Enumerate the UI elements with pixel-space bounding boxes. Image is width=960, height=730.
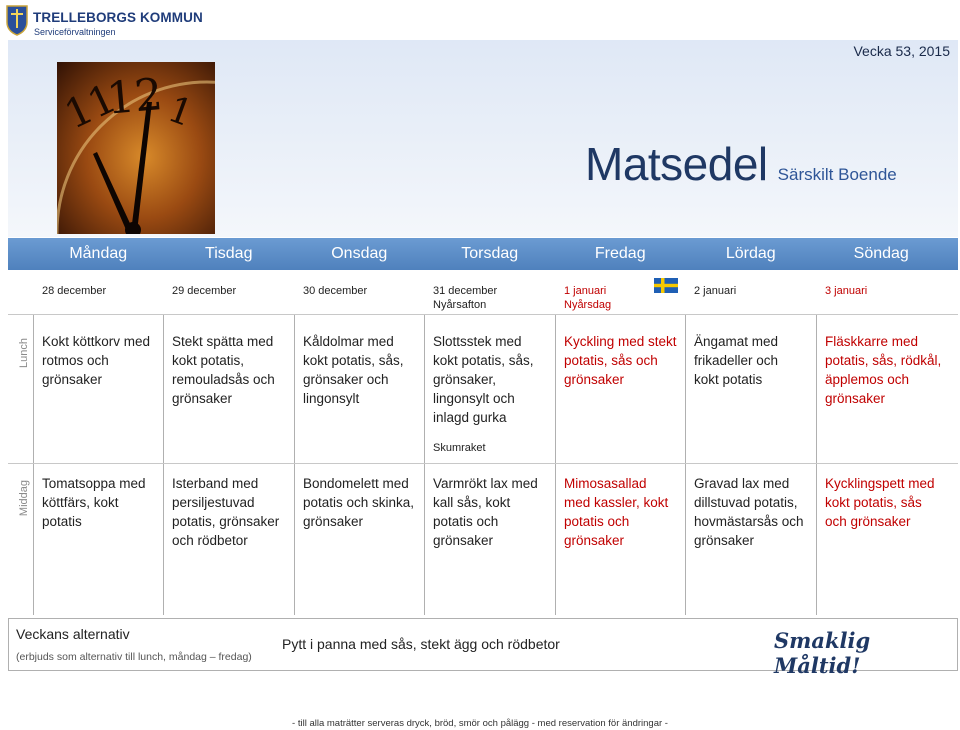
alternative-meal: Pytt i panna med sås, stekt ägg och rödbetor xyxy=(282,636,560,652)
column-divider xyxy=(555,315,556,615)
middag-monday: Tomatsoppa med köttfärs, kokt potatis xyxy=(42,476,146,529)
lunch-thursday: Slottsstek med kokt potatis, sås, grönsaker, lingonsylt och inlagd gurka xyxy=(433,334,534,425)
row-divider xyxy=(8,314,958,315)
footer-note: - till alla maträtter serveras dryck, bröd, smör och pålägg - med reservation för ändringar - xyxy=(292,718,668,729)
middag-saturday: Gravad lax med dillstuvad potatis, hovmästarsås och grönsaker xyxy=(694,476,804,548)
day-sunday: Söndag xyxy=(853,245,909,262)
date-sunday: 3 januari xyxy=(825,285,868,297)
day-saturday: Lördag xyxy=(725,245,776,262)
lunch-monday: Kokt köttkorv med rotmos och grönsaker xyxy=(42,334,151,387)
middag-thursday: Varmrökt lax med kall sås, kokt potatis och grönsaker xyxy=(433,476,538,548)
dessert-thursday: Skumraket xyxy=(433,442,486,454)
column-divider xyxy=(424,315,425,615)
weekday-header xyxy=(8,238,958,270)
lunch-tuesday: Stekt spätta med kokt potatis, remouladsås och grönsaker xyxy=(172,334,275,406)
date-saturday: 2 januari xyxy=(694,285,737,297)
lunch-wednesday: Kåldolmar med kokt potatis, sås, grönsaker och lingonsylt xyxy=(303,334,404,406)
middag-tuesday: Isterband med persiljestuvad potatis, grönsaker och rödbetor xyxy=(172,476,280,548)
kommun-logo xyxy=(6,4,203,40)
column-divider xyxy=(685,315,686,615)
date-monday: 28 december xyxy=(42,285,107,297)
column-divider xyxy=(33,315,34,615)
lunch-sunday: Fläskkarre med potatis, sås, rödkål, äpplemos och grönsaker xyxy=(825,334,942,406)
slogan: Smaklig Måltid! xyxy=(774,628,871,678)
clock-image xyxy=(57,62,215,234)
column-divider xyxy=(816,315,817,615)
date-friday: 1 januari Nyårsdag xyxy=(564,285,612,311)
date-tuesday: 29 december xyxy=(172,285,237,297)
page-subtitle: Särskilt Boende xyxy=(777,165,897,184)
middag-sunday: Kycklingspett med kokt potatis, sås och grönsaker xyxy=(825,476,935,529)
date-wednesday: 30 december xyxy=(303,285,368,297)
date-thursday: 31 december Nyårsafton xyxy=(433,285,498,311)
swedish-flag-icon xyxy=(654,278,678,293)
alternative-title: Veckans alternativ xyxy=(16,626,130,642)
page-title: Matsedel xyxy=(585,138,768,190)
logo-subtitle: Serviceförvaltningen xyxy=(34,27,116,37)
row-label-lunch: Lunch xyxy=(18,338,30,368)
row-divider xyxy=(8,463,958,464)
column-divider xyxy=(163,315,164,615)
column-divider xyxy=(294,315,295,615)
day-wednesday: Onsdag xyxy=(331,245,388,262)
svg-text:11: 11 xyxy=(57,75,124,139)
alternative-note: (erbjuds som alternativ till lunch, måndag – fredag) xyxy=(16,651,252,663)
lunch-friday: Kyckling med stekt potatis, sås och grönsaker xyxy=(564,334,677,387)
day-monday: Måndag xyxy=(69,245,128,262)
day-thursday: Torsdag xyxy=(461,245,519,262)
page-title-group xyxy=(585,137,897,191)
lunch-saturday: Ängamat med frikadeller och kokt potatis xyxy=(694,334,779,387)
menu-grid xyxy=(8,270,958,615)
logo-name: TRELLEBORGS KOMMUN xyxy=(33,10,203,25)
week-label: Vecka 53, 2015 xyxy=(853,43,950,59)
coat-of-arms-icon xyxy=(6,4,28,36)
day-friday: Fredag xyxy=(594,245,646,262)
row-label-middag: Middag xyxy=(18,480,30,517)
middag-wednesday: Bondomelett med potatis och skinka, grönsaker xyxy=(303,476,415,529)
weekly-alternative-box xyxy=(8,618,958,678)
svg-text:1: 1 xyxy=(162,88,199,136)
svg-text:12: 12 xyxy=(104,68,165,125)
middag-friday: Mimosasallad med kassler, kokt potatis och grönsaker xyxy=(564,476,669,548)
day-tuesday: Tisdag xyxy=(205,245,253,262)
